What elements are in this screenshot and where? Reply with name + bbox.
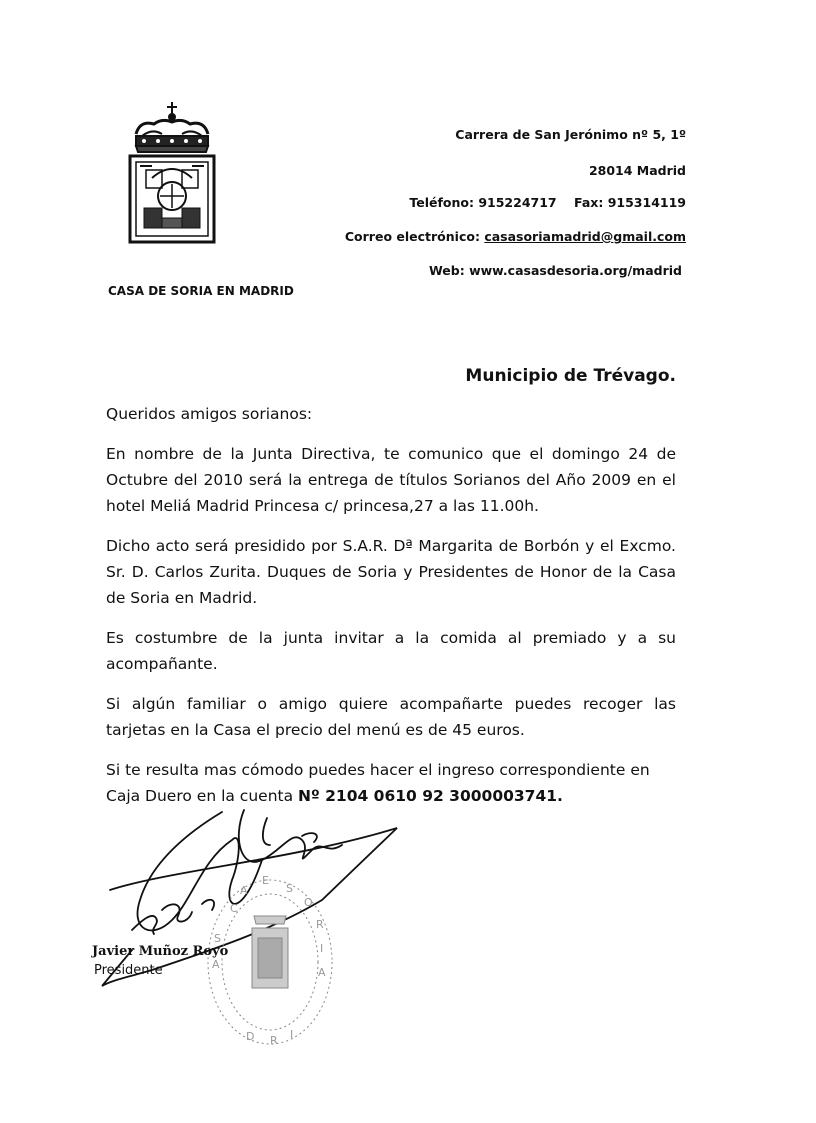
organization-name: CASA DE SORIA EN MADRID xyxy=(108,284,294,298)
account-number: Nº 2104 0610 92 3000003741. xyxy=(298,787,563,805)
svg-text:O: O xyxy=(304,896,313,909)
phone-fax-line xyxy=(409,195,686,210)
signatory-name: Javier Muñoz Royo xyxy=(92,944,229,959)
address-line-1: Carrera de San Jerónimo nº 5, 1º xyxy=(455,127,686,142)
paragraph-3: Es costumbre de la junta invitar a la comida al premiado y a su acompañante. xyxy=(106,629,676,673)
coat-of-arms-logo xyxy=(122,100,222,250)
svg-text:D: D xyxy=(246,1030,255,1043)
svg-text:R: R xyxy=(270,1034,278,1047)
paragraph-2: Dicho acto será presidido por S.A.R. Dª Margarita de Borbón y el Excmo. Sr. D. Carlos Zurita. Duques de Soria y Presidentes de Honor de la Casa de Soria en Madrid. xyxy=(106,537,676,607)
official-stamp xyxy=(200,872,340,1052)
web-label: Web: xyxy=(428,263,465,278)
salutation: Queridos amigos sorianos: xyxy=(106,405,313,423)
address-line-2: 28014 Madrid xyxy=(588,163,686,178)
svg-text:A: A xyxy=(318,966,326,979)
phone-label: Teléfono: xyxy=(409,195,474,210)
fax-number: 915314119 xyxy=(607,195,686,210)
svg-text:A: A xyxy=(212,958,220,971)
svg-text:S: S xyxy=(286,882,293,895)
svg-text:E: E xyxy=(262,874,269,887)
recipient-heading: Municipio de Trévago. xyxy=(465,366,676,386)
web-line xyxy=(429,263,682,278)
letter-body xyxy=(106,401,676,809)
paragraph-5-text: Si te resulta mas cómodo puedes hacer el ingreso correspondiente en Caja Duero en la cuenta xyxy=(106,761,650,805)
paragraph-4: Si algún familiar o amigo quiere acompañarte puedes recoger las tarjetas en la Casa el precio del menú es de 45 euros. xyxy=(106,695,676,739)
svg-text:R: R xyxy=(316,918,324,931)
email-link[interactable]: casasoriamadrid@gmail.com xyxy=(484,229,686,244)
email-line xyxy=(345,229,686,244)
svg-text:I: I xyxy=(290,1028,294,1041)
signatory-title: Presidente xyxy=(94,963,163,978)
fax-label: Fax: xyxy=(574,195,604,210)
phone-number: 915224717 xyxy=(478,195,557,210)
svg-text:I: I xyxy=(320,942,324,955)
svg-text:A: A xyxy=(240,884,248,897)
paragraph-1: En nombre de la Junta Directiva, te comunico que el domingo 24 de Octubre del 2010 será la entrega de títulos Sorianos del Año 2009 en el hotel Meliá Madrid Princesa c/ princesa,27 a las 11.00h. xyxy=(106,445,676,515)
svg-text:C: C xyxy=(230,902,238,915)
web-address: www.casasdesoria.org/madrid xyxy=(469,263,682,278)
email-label: Correo electrónico: xyxy=(344,229,480,244)
svg-text:S: S xyxy=(214,932,221,945)
